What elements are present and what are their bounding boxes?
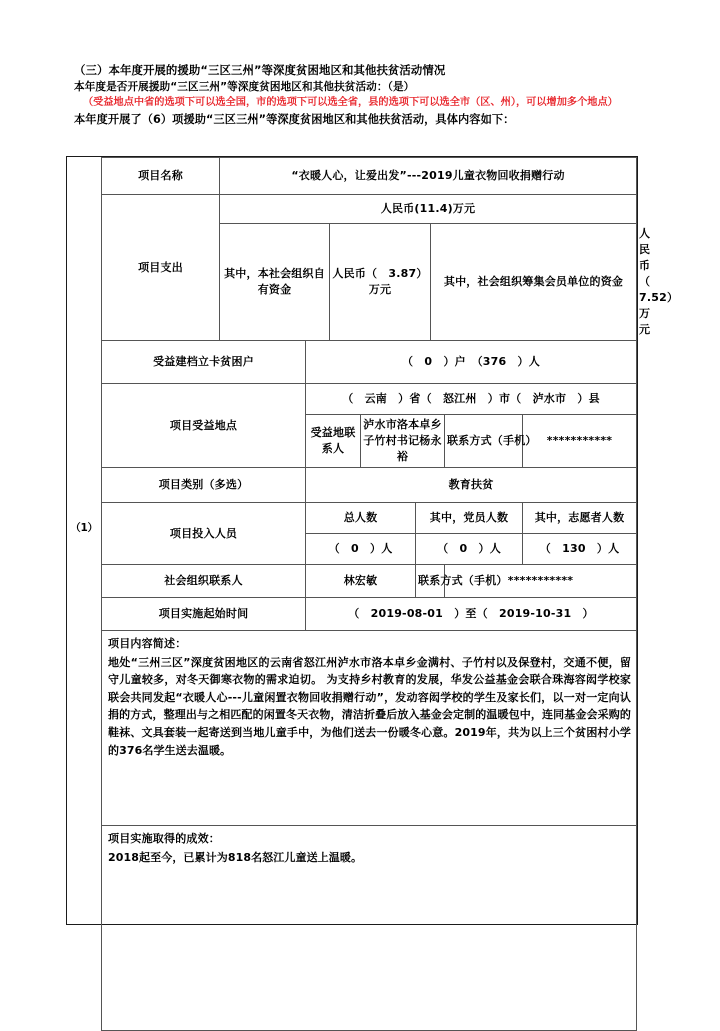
table-row-org-contact [102,565,637,598]
location-phone-label: 联系方式（手机） [445,415,523,468]
location-contact-label: 受益地联系人 [306,415,361,468]
activity-count-line: 本年度开展了（6）项援助“三区三州”等深度贫困地区和其他扶贫活动，具体内容如下： [74,112,515,126]
category-value: 教育扶贫 [306,468,637,503]
location-phone-value: *********** [523,415,637,468]
description-title: 项目内容简述： [108,637,187,650]
red-instruction-note: （受益地点中省的选项下可以选全国，市的选项下可以选全省，县的选项下可以选全市（区、州），可以增加多个地点） [83,96,618,108]
poor-household-value: （ 0 ）户 （376 ）人 [306,341,637,384]
org-contact-label: 社会组织联系人 [102,565,306,598]
question-line: 本年度是否开展援助“三区三州”等深度贫困地区和其他扶贫活动：（是） [74,80,415,93]
personnel-value-volunteer: （ 130 ）人 [523,534,637,565]
table-row-expenditure-breakdown: 其中，本社会组织自有资金 人民币（ 3.87）万元 其中，社会组织筹集会员单位的资金 人民币（ 7.52）万元 [102,224,637,341]
table-row-category [102,468,637,503]
activity-detail-table [101,157,679,1031]
expenditure-own-value: 人民币（ 3.87）万元 [330,224,431,341]
activity-index: （1） [70,522,98,534]
personnel-header-volunteer: 其中，志愿者人数 [523,503,637,534]
outcome-text: 2018起至今，已累计为818名怒江儿童送上温暖。 [108,850,363,864]
table-row-description [102,631,637,826]
poor-household-label: 受益建档立卡贫困户 [102,341,306,384]
activity-table-frame [66,156,679,925]
expenditure-label: 项目支出 [102,195,220,341]
org-phone-value: *********** [445,565,637,598]
personnel-header-total: 总人数 [306,503,416,534]
org-contact-value: 林宏敏 [306,565,416,598]
table-row-poor-household [102,341,637,384]
personnel-value-total: （ 0 ）人 [306,534,416,565]
period-label: 项目实施起始时间 [102,598,306,631]
heading-block [74,62,640,128]
table-row-period [102,598,637,631]
description-text: 地处“三州三区”深度贫困地区的云南省怒江州泸水市洛本卓乡金满村、子竹村以及保登村，交通不便，留守儿童较多，对冬天御寒衣物的需求迫切。 为支持乡村教育的发展，华发公益基金会联合珠海容闳学校家联会共同发起“衣暖人心---儿童闲置衣物回收捐赠行动”，发动容闳学校的学生及家长们，以一对一定向认捐的方式，整理出与之相匹配的闲置冬天衣物，清洁折叠后放入基金会定制的温暖包中，连同基金会采购的鞋袜、文具套装一起寄送到当地儿童手中，为他们送去一份暖冬心意。2019年，共为以上三个贫困村小学的376名学生送去温暖。 [108,655,631,757]
table-row-personnel-headers [102,503,637,534]
table-row-outcome [102,826,637,1031]
outcome-cell [102,826,637,1031]
expenditure-total-value: 人民币(11.4)万元 [220,195,637,224]
project-name-value: “衣暖人心，让爱出发”---2019儿童衣物回收捐赠行动 [220,158,637,195]
personnel-value-party: （ 0 ）人 [416,534,523,565]
location-admin-value: （ 云南 ）省（ 怒江州 ）市（ 泸水市 ）县 [306,384,637,415]
location-label: 项目受益地点 [102,384,306,468]
location-contact-value: 泸水市洛本卓乡子竹村书记杨永裕 [361,415,445,468]
outcome-title: 项目实施取得的成效： [108,832,220,845]
section-title: （三）本年度开展的援助“三区三州”等深度贫困地区和其他扶贫活动情况 [74,63,446,77]
description-cell [102,631,637,826]
category-label: 项目类别（多选） [102,468,306,503]
table-row-location-admin [102,384,637,415]
table-row-expenditure-total [102,195,637,224]
personnel-label: 项目投入人员 [102,503,306,565]
expenditure-own-label: 其中，本社会组织自有资金 [220,224,330,341]
table-row-project-name [102,158,637,195]
period-value: （ 2019-08-01 ）至（ 2019-10-31 ） [306,598,637,631]
expenditure-raised-label: 其中，社会组织筹集会员单位的资金 [431,224,637,341]
org-phone-label: 联系方式（手机） [416,565,445,598]
project-name-label: 项目名称 [102,158,220,195]
personnel-header-party: 其中，党员人数 [416,503,523,534]
